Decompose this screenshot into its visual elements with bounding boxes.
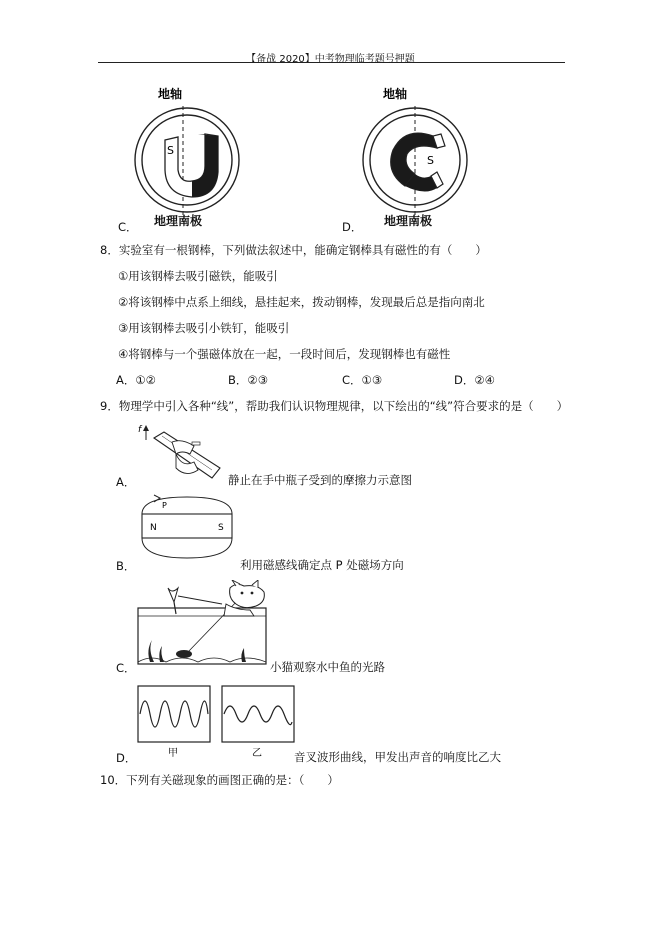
question-9-stem: 9．物理学中引入各种“线”，帮助我们认识物理规律，以下绘出的“线”符合要求的是（ ） [100, 399, 569, 413]
question-9-option-d-caption: 音叉波形曲线，甲发出声音的响度比乙大 [294, 750, 501, 764]
question-8-choice-c: C．①③ [342, 373, 383, 387]
wave-yi-label: 乙 [252, 748, 262, 759]
south-pole-label: S [218, 523, 224, 533]
question-9-option-a-caption: 静止在手中瓶子受到的摩擦力示意图 [228, 473, 412, 487]
figure-d-waveforms [136, 682, 298, 760]
pole-label: S [427, 154, 434, 167]
axis-label: 地轴 [383, 87, 408, 101]
question-8-statement-4: ④将钢棒与一个强磁体放在一起，一段时间后，发现钢棒也有磁性 [118, 347, 451, 361]
point-p-label: P [162, 501, 167, 510]
figure-c-cat-fish-tank [132, 580, 272, 670]
wave-jia-label: 甲 [168, 748, 178, 759]
question-8-statement-3: ③用该钢棒去吸引小铁钉，能吸引 [118, 321, 290, 335]
figure-c-bottom-label: 地理南极 [154, 214, 203, 228]
north-pole-label: N [150, 523, 157, 533]
question-10-stem: 10．下列有关磁现象的画图正确的是：（ ） [100, 773, 339, 787]
question-9-option-c-label: C． [116, 661, 136, 675]
question-8-choice-b: B．②③ [228, 373, 269, 387]
question-8-statement-1: ①用该钢棒去吸引磁铁，能吸引 [118, 269, 278, 283]
question-8-choice-d: D．②④ [454, 373, 495, 387]
question-9-option-c-caption: 小猫观察水中鱼的光路 [270, 660, 385, 674]
force-label: f [138, 425, 142, 435]
axis-label: 地轴 [158, 87, 183, 101]
figure-d-bottom-label: 地理南极 [384, 214, 433, 228]
question-9-option-b-label: B． [116, 559, 136, 573]
header-divider [98, 62, 565, 63]
pole-label: S [167, 144, 174, 157]
page-header: 【备战 2020】中考物理临考题号押题 [246, 54, 415, 65]
figure-c-compass-earth [120, 80, 260, 230]
question-9-option-b-caption: 利用磁感线确定点 P 处磁场方向 [240, 558, 404, 572]
question-9-option-d-label: D． [116, 751, 137, 765]
figure-b-bar-magnet [132, 492, 242, 564]
figure-d-compass-earth [345, 80, 485, 230]
question-8-stem: 8．实验室有一根钢棒，下列做法叙述中，能确定钢棒具有磁性的有（ ） [100, 243, 487, 257]
question-8-choice-a: A．①② [116, 373, 156, 387]
question-8-statement-2: ②将该钢棒中点系上细线，悬挂起来，拨动钢棒，发现最后总是指向南北 [118, 295, 485, 309]
question-9-option-a-label: A． [116, 475, 136, 489]
option-d-label: D． [342, 220, 363, 234]
option-c-label: C． [118, 220, 138, 234]
figure-a-bottle-friction [132, 420, 232, 482]
